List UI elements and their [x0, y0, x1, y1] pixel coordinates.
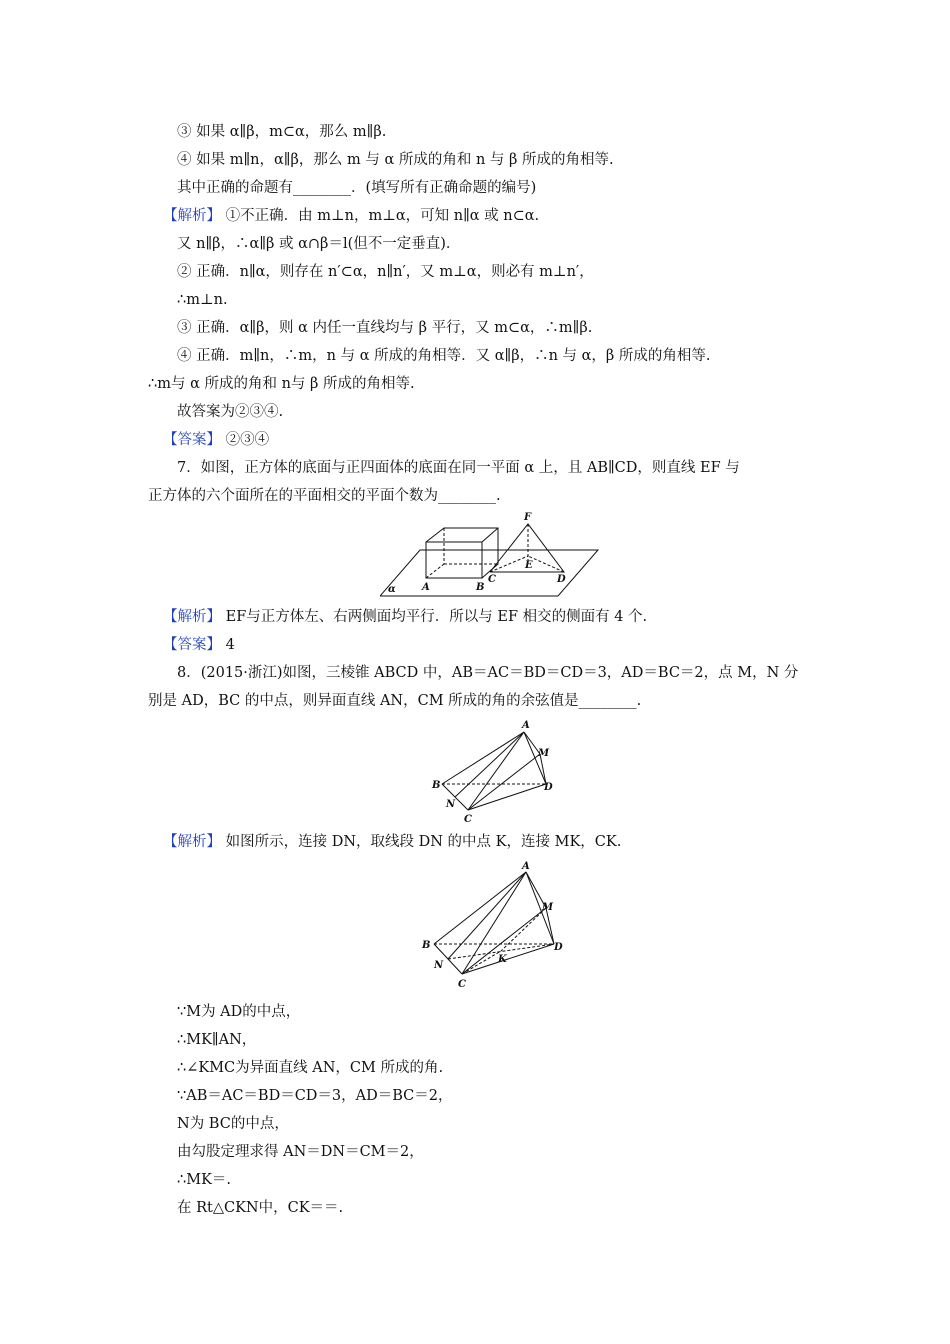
label-M: M	[538, 748, 550, 759]
label-N: N	[434, 960, 444, 971]
question-8-line-1: 8．(2015·浙江)如图，三棱锥 ABCD 中，AB＝AC＝BD＝CD＝3，AD＝BC＝2，点 M，N 分	[177, 665, 799, 681]
label-B: B	[422, 940, 431, 951]
label-M: M	[542, 902, 554, 913]
statement-4: ④ 如果 m∥n，α∥β，那么 m 与 α 所成的角和 n 与 β 所成的角相等.	[177, 152, 614, 168]
solution-line-7: ∴MK＝.	[177, 1172, 232, 1188]
analysis-line-5: ③ 正确．α∥β，则 α 内任一直线均与 β 平行，又 m⊂α，∴m∥β.	[177, 320, 593, 336]
answer-line-6	[163, 430, 269, 450]
question-prompt: 其中正确的命题有________．(填写所有正确命题的编号)	[177, 180, 537, 196]
solution-line-3: ∴∠KMC为异面直线 AN，CM 所成的角.	[177, 1060, 444, 1076]
analysis-7	[163, 607, 647, 627]
label-alpha: α	[388, 584, 396, 595]
answer-7-text: 4	[225, 637, 235, 653]
analysis-line-8: 故答案为②③④.	[177, 404, 284, 420]
analysis-line-7: ∴m与 α 所成的角和 n与 β 所成的角相等.	[148, 376, 415, 392]
answer-tag-7: 【答案】	[163, 637, 221, 653]
analysis-tag: 【解析】	[163, 208, 221, 224]
question-7-line-1: 7．如图，正方体的底面与正四面体的底面在同一平面 α 上，且 AB∥CD，则直线 EF 与	[177, 460, 740, 476]
solution-line-4: ∵AB＝AC＝BD＝CD＝3，AD＝BC＝2，	[177, 1088, 453, 1104]
figure-pyramid	[428, 718, 560, 824]
analysis-8	[163, 832, 621, 852]
question-8-line-2: 别是 AD，BC 的中点，则异面直线 AN，CM 所成的角的余弦值是________.	[148, 693, 642, 709]
label-K: K	[498, 954, 507, 965]
analysis-line-4: ∴m⊥n.	[177, 292, 228, 308]
question-7-line-2: 正方体的六个面所在的平面相交的平面个数为________.	[148, 488, 501, 504]
solution-line-1: ∵M为 AD的中点，	[177, 1004, 301, 1020]
label-C: C	[458, 979, 466, 990]
solution-line-5: N为 BC的中点，	[177, 1116, 289, 1132]
label-E: E	[525, 560, 533, 571]
label-D: D	[557, 574, 566, 585]
analysis-line-6: ④ 正确．m∥n，∴m，n 与 α 所成的角相等．又 α∥β，∴n 与 α，β 所成的角相等.	[177, 348, 711, 364]
analysis-line-2: 又 n∥β，∴α∥β 或 α∩β＝l(但不一定垂直)．	[177, 236, 461, 252]
label-B: B	[476, 582, 485, 593]
label-B: B	[432, 780, 441, 791]
solution-line-8: 在 Rt△CKN中，CK＝＝.	[177, 1200, 344, 1216]
label-C: C	[464, 814, 472, 824]
analysis-8-text: 如图所示，连接 DN，取线段 DN 的中点 K，连接 MK，CK.	[225, 834, 622, 850]
label-D: D	[544, 782, 553, 793]
answer-7	[163, 635, 235, 655]
label-N: N	[446, 799, 456, 810]
analysis-tag-8: 【解析】	[163, 834, 221, 850]
analysis-text: ①不正确．由 m⊥n，m⊥α，可知 n∥α 或 n⊂α.	[225, 208, 540, 224]
label-D: D	[554, 942, 563, 953]
figure-cube-tetrahedron	[380, 510, 602, 598]
label-F: F	[524, 512, 532, 523]
label-A: A	[522, 861, 530, 872]
label-C: C	[488, 574, 496, 585]
label-A: A	[422, 582, 430, 593]
solution-line-2: ∴MK∥AN，	[177, 1032, 257, 1048]
label-A: A	[522, 720, 530, 731]
figure-pyramid-k	[418, 860, 568, 990]
analysis-line-3: ② 正确．n∥α，则存在 n′⊂α，n∥n′，又 m⊥α，则必有 m⊥n′，	[177, 264, 594, 280]
answer-tag: 【答案】	[163, 432, 221, 448]
statement-3: ③ 如果 α∥β，m⊂α，那么 m∥β.	[177, 124, 387, 140]
analysis-7-text: EF与正方体左、右两侧面均平行．所以与 EF 相交的侧面有 4 个.	[225, 609, 648, 625]
analysis-line-1	[163, 206, 539, 226]
analysis-tag-7: 【解析】	[163, 609, 221, 625]
cube-front-face	[426, 542, 482, 578]
plane-alpha	[380, 550, 598, 596]
solution-line-6: 由勾股定理求得 AN＝DN＝CM＝2，	[177, 1144, 424, 1160]
answer-text: ②③④	[225, 432, 270, 448]
